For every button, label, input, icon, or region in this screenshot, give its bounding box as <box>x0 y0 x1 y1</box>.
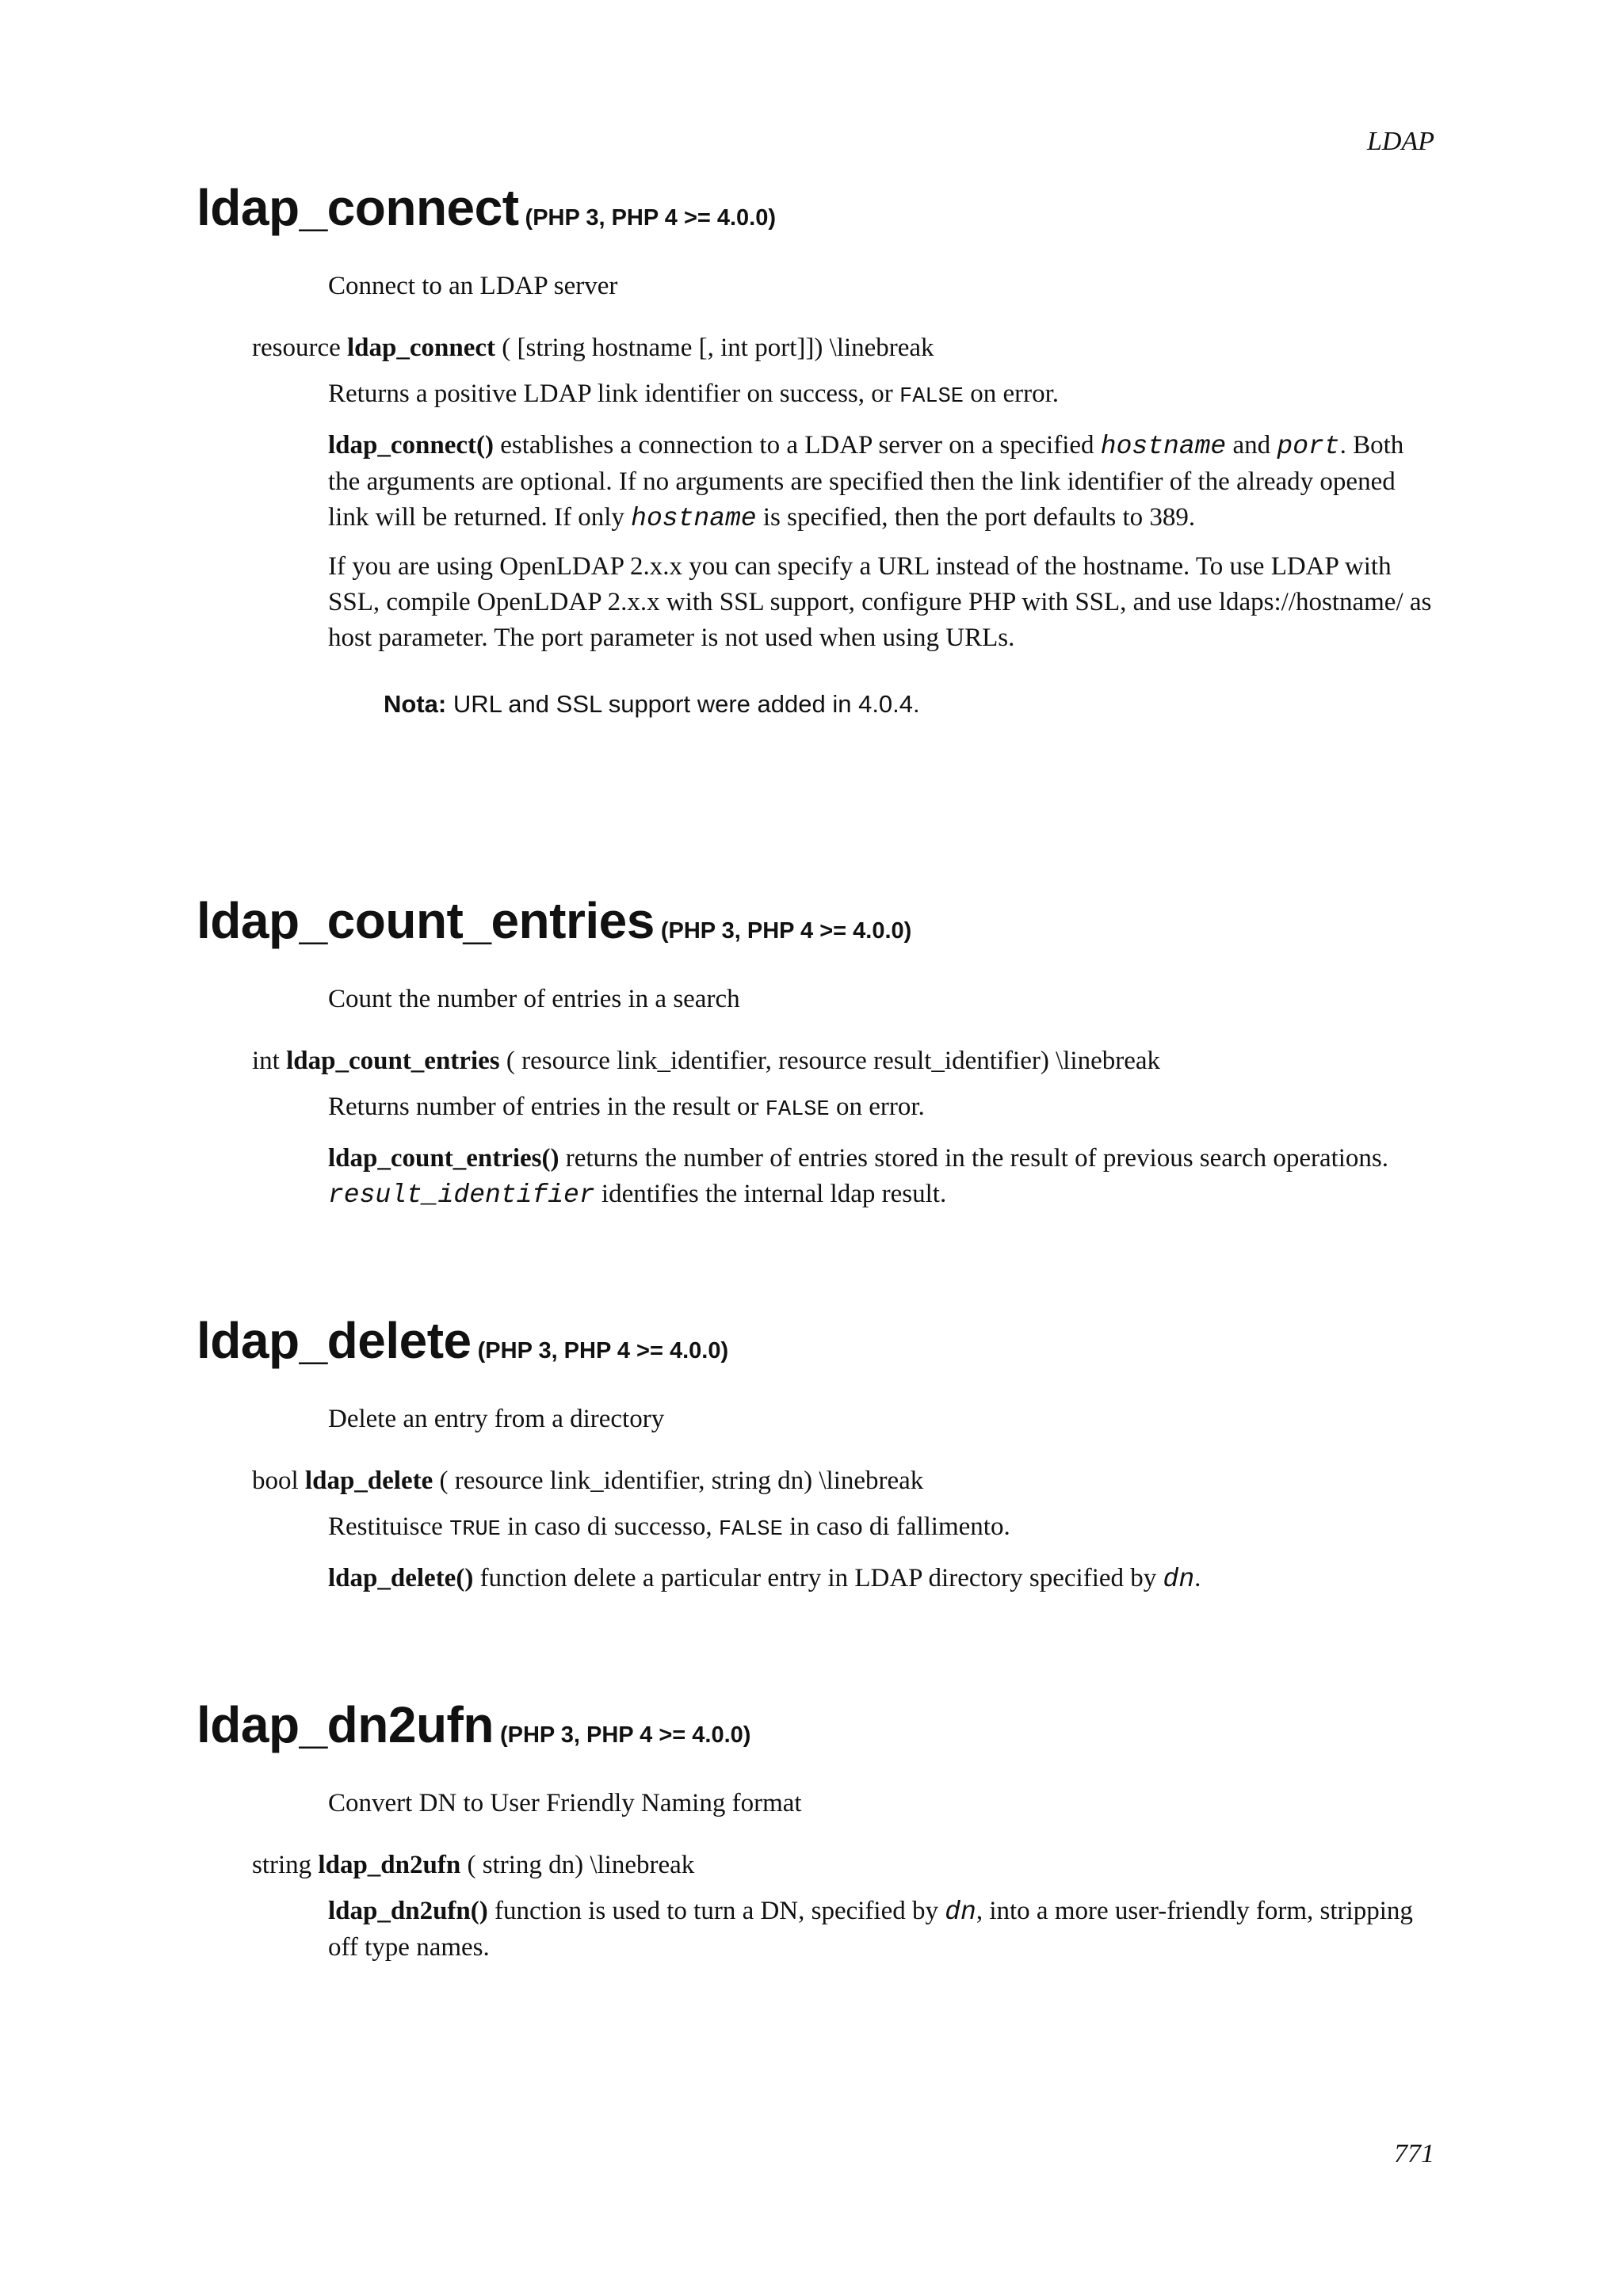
text: on error. <box>964 379 1060 408</box>
function-synopsis <box>197 1463 1434 1498</box>
parameter-hostname: hostname <box>631 504 757 533</box>
description <box>197 376 1434 656</box>
text: in caso di fallimento. <box>782 1512 1010 1541</box>
version-info: (PHP 3, PHP 4 >= 4.0.0) <box>660 918 912 944</box>
synopsis-function: ldap_dn2ufn <box>318 1851 461 1879</box>
note-label: Nota: <box>384 690 447 718</box>
synopsis-args: ( resource link_identifier, resource result_identifier) \linebreak <box>506 1047 1161 1075</box>
entry-ldap-dn2ufn <box>197 1695 1434 1966</box>
function-synopsis <box>197 1043 1434 1078</box>
return-description <box>197 376 1434 415</box>
function-description <box>197 1561 1434 1597</box>
entry-ldap-connect <box>197 178 1434 721</box>
return-type: string <box>252 1851 312 1879</box>
version-info: (PHP 3, PHP 4 >= 4.0.0) <box>525 205 777 231</box>
synopsis-function: ldap_delete <box>304 1466 433 1495</box>
function-title <box>197 891 1434 950</box>
synopsis-function: ldap_connect <box>347 334 496 362</box>
text: . Both the arguments are optional. If no arguments are specified then the link identifier of the already opened link will be returned. If only <box>328 431 1404 532</box>
function-purpose: Count the number of entries in a search <box>328 985 740 1013</box>
page-number: 771 <box>1394 2139 1434 2168</box>
function-purpose: Delete an entry from a directory <box>328 1405 665 1433</box>
synopsis-args: ( [string hostname [, int port]]) \linebreak <box>502 334 934 362</box>
text: Restituisce <box>328 1512 450 1541</box>
constant-false: FALSE <box>899 385 964 409</box>
description-function: ldap_dn2ufn() <box>328 1897 488 1925</box>
synopsis-args: ( string dn) \linebreak <box>467 1851 695 1879</box>
text: Returns number of entries in the result or <box>328 1093 766 1121</box>
text: Returns a positive LDAP link identifier on success, or <box>328 379 899 408</box>
function-name: ldap_dn2ufn <box>197 1696 494 1753</box>
function-synopsis <box>197 330 1434 365</box>
synopsis-args: ( resource link_identifier, string dn) \linebreak <box>439 1466 924 1495</box>
parameter-result-identifier: result_identifier <box>328 1180 595 1210</box>
function-title <box>197 178 1434 237</box>
version-info: (PHP 3, PHP 4 >= 4.0.0) <box>499 1722 751 1748</box>
function-description <box>197 1141 1434 1213</box>
return-description <box>197 1089 1434 1128</box>
note-text: URL and SSL support were added in 4.0.4. <box>446 690 920 718</box>
description-function: ldap_delete() <box>328 1564 474 1592</box>
function-purpose: Connect to an LDAP server <box>328 272 618 300</box>
function-synopsis <box>197 1848 1434 1882</box>
note <box>197 688 1434 721</box>
parameter-hostname: hostname <box>1100 432 1227 461</box>
function-title <box>197 1311 1434 1370</box>
function-title <box>197 1695 1434 1754</box>
description <box>197 1509 1434 1597</box>
function-name: ldap_connect <box>197 179 519 236</box>
return-description <box>197 1509 1434 1548</box>
description-function: ldap_count_entries() <box>328 1144 559 1173</box>
ssl-description: If you are using OpenLDAP 2.x.x you can specify a URL instead of the hostname. To use LDAP with SSL, compile OpenLDAP 2.x.x with SSL support, configure PHP with SSL, and use ldaps://hostname/ as host parameter. The port parameter is not used when using URLs. <box>328 552 1432 652</box>
function-name: ldap_count_entries <box>197 892 655 949</box>
return-type: resource <box>252 334 341 362</box>
text: and <box>1226 431 1277 460</box>
constant-false: FALSE <box>718 1518 783 1542</box>
function-description <box>197 428 1434 536</box>
text: establishes a connection to a LDAP server on a specified <box>494 431 1101 460</box>
description <box>197 1894 1434 1966</box>
text: function is used to turn a DN, specified by <box>487 1897 945 1925</box>
parameter-dn: dn <box>1163 1565 1195 1594</box>
running-header: LDAP <box>1367 127 1434 156</box>
function-name: ldap_delete <box>197 1312 472 1369</box>
function-description <box>197 1894 1434 1966</box>
constant-false: FALSE <box>765 1098 830 1122</box>
parameter-port: port <box>1277 432 1340 461</box>
version-info: (PHP 3, PHP 4 >= 4.0.0) <box>477 1338 729 1363</box>
return-type: bool <box>252 1466 299 1495</box>
text: identifies the internal ldap result. <box>594 1180 947 1208</box>
description <box>197 1089 1434 1213</box>
function-purpose: Convert DN to User Friendly Naming format <box>328 1789 802 1817</box>
description-function: ldap_connect() <box>328 431 494 460</box>
parameter-dn: dn <box>945 1897 976 1927</box>
return-type: int <box>252 1047 280 1075</box>
text: in caso di successo, <box>500 1512 719 1541</box>
text: function delete a particular entry in LDAP directory specified by <box>473 1564 1163 1592</box>
constant-true: TRUE <box>449 1518 501 1542</box>
text: , into a more user-friendly form, stripping off type names. <box>328 1897 1413 1962</box>
text: . <box>1194 1564 1201 1592</box>
entry-ldap-delete <box>197 1311 1434 1597</box>
synopsis-function: ldap_count_entries <box>286 1047 500 1075</box>
text: is specified, then the port defaults to 389. <box>756 503 1196 532</box>
text: on error. <box>829 1093 925 1121</box>
entry-ldap-count-entries <box>197 891 1434 1213</box>
text: returns the number of entries stored in the result of previous search operations. <box>559 1144 1389 1173</box>
